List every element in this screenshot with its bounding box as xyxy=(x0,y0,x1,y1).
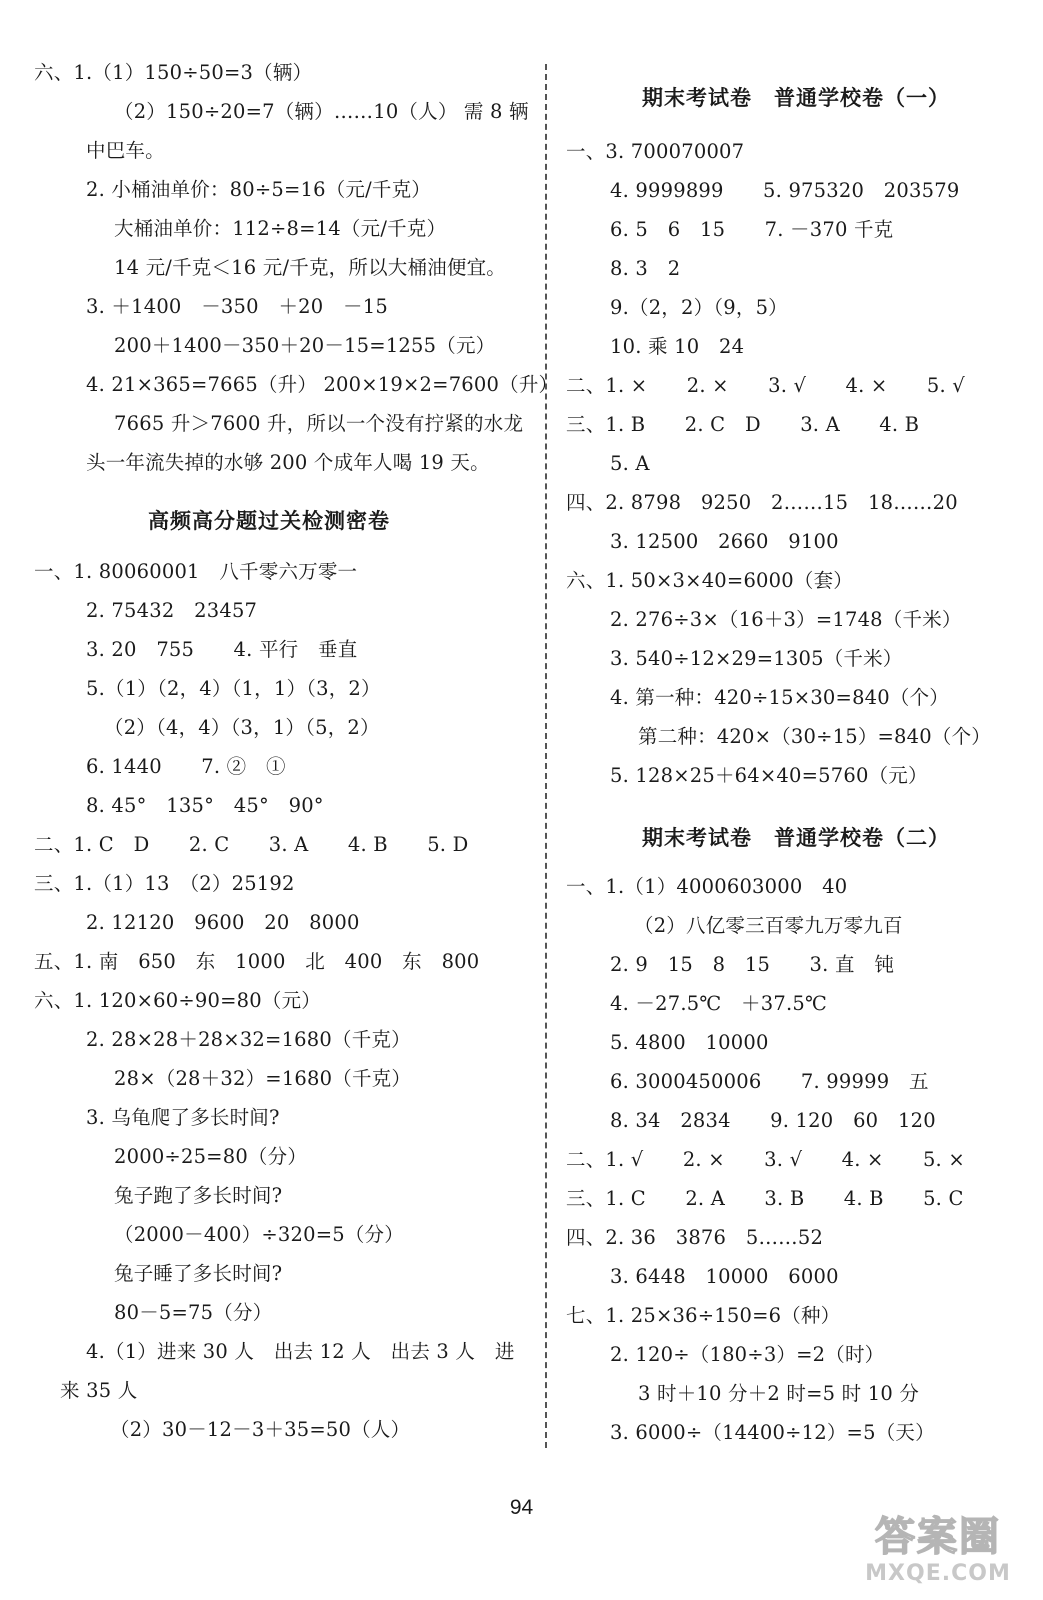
answer-line: 中巴车。 xyxy=(86,139,165,162)
answer-line: 6. 5 6 15 7. －370 千克 xyxy=(610,218,894,241)
answer-line: 第二种：420×（30÷15）=840（个） xyxy=(638,725,991,748)
answer-line: 2. 小桶油单价：80÷5=16（元/千克） xyxy=(86,178,431,201)
answer-line: 头一年流失掉的水够 200 个成年人喝 19 天。 xyxy=(86,451,490,474)
answer-line: 3. 乌龟爬了多长时间? xyxy=(86,1106,280,1129)
answer-line: 一、1. 80060001 八千零六万零一 xyxy=(34,560,358,583)
answer-line: （2000－400）÷320=5（分） xyxy=(114,1223,404,1246)
answer-line: 六、1. 120×60÷90=80（元） xyxy=(34,989,321,1012)
answer-line: （2）八亿零三百零九万零九百 xyxy=(634,914,903,937)
answer-line: 5.（1）（2，4）（1，1）（3，2） xyxy=(86,677,381,700)
answer-line: 5. 4800 10000 xyxy=(610,1031,769,1054)
answer-line: 2. 28×28＋28×32=1680（千克） xyxy=(86,1028,411,1051)
answer-line: 6. 1440 7. ② ① xyxy=(86,755,286,778)
answer-line: 四、2. 36 3876 5……52 xyxy=(566,1226,824,1249)
section-title: 高频高分题过关检测密卷 xyxy=(148,509,390,533)
answer-line: 3. ＋1400 －350 ＋20 －15 xyxy=(86,295,388,318)
answer-line: 七、1. 25×36÷150=6（种） xyxy=(566,1304,841,1327)
answer-line: 80－5=75（分） xyxy=(114,1301,273,1324)
answer-line: 3 时＋10 分＋2 时=5 时 10 分 xyxy=(638,1382,920,1405)
answer-line: 2. 276÷3×（16＋3）=1748（千米） xyxy=(610,608,962,631)
answer-line: 兔子跑了多长时间? xyxy=(114,1184,283,1207)
answer-line: 4. 9999899 5. 975320 203579 xyxy=(610,179,960,202)
answer-line: 14 元/千克＜16 元/千克，所以大桶油便宜。 xyxy=(114,256,506,279)
answer-line: 六、1.（1）150÷50=3（辆） xyxy=(34,61,313,84)
answer-line: 8. 34 2834 9. 120 60 120 xyxy=(610,1109,936,1132)
section-title: 期末考试卷 普通学校卷（一） xyxy=(642,86,950,110)
watermark-text: 答案圈 xyxy=(875,1514,1001,1560)
watermark-logo xyxy=(848,1505,1028,1595)
answer-line: 8. 45° 135° 45° 90° xyxy=(86,794,324,817)
answer-line: 28×（28＋32）=1680（千克） xyxy=(114,1067,412,1090)
answer-line: 3. 20 755 4. 平行 垂直 xyxy=(86,638,358,661)
answer-line: 200＋1400－350＋20－15=1255（元） xyxy=(114,334,496,357)
answer-line: 3. 12500 2660 9100 xyxy=(610,530,839,553)
answer-line: 3. 6448 10000 6000 xyxy=(610,1265,839,1288)
answer-line: 三、1.（1）13 （2）25192 xyxy=(34,872,295,895)
answer-line: 二、1. C D 2. C 3. A 4. B 5. D xyxy=(34,833,469,856)
answer-line: 3. 6000÷（14400÷12）=5（天） xyxy=(610,1421,935,1444)
answer-line: 三、1. B 2. C D 3. A 4. B xyxy=(566,413,920,436)
answer-line: 四、2. 8798 9250 2……15 18……20 xyxy=(566,491,958,514)
watermark-url: MXQE.COM xyxy=(865,1561,1011,1586)
answer-line: 3. 540÷12×29=1305（千米） xyxy=(610,647,903,670)
answer-line: 来 35 人 xyxy=(60,1379,138,1402)
answer-line: （2）（4，4）（3，1）（5，2） xyxy=(104,716,380,739)
column-divider xyxy=(545,64,547,1448)
answer-line: 三、1. C 2. A 3. B 4. B 5. C xyxy=(566,1187,964,1210)
answer-line: 六、1. 50×3×40=6000（套） xyxy=(566,569,853,592)
answer-line: 9.（2，2）（9，5） xyxy=(610,296,788,319)
answer-line: 4. －27.5℃ ＋37.5℃ xyxy=(610,992,827,1015)
answer-line: 4. 第一种：420÷15×30=840（个） xyxy=(610,686,949,709)
answer-line: 一、1.（1）4000603000 40 xyxy=(566,875,848,898)
answer-line: 8. 3 2 xyxy=(610,257,681,280)
answer-line: 10. 乘 10 24 xyxy=(610,335,745,358)
answer-line: 2. 75432 23457 xyxy=(86,599,258,622)
answer-line: 五、1. 南 650 东 1000 北 400 东 800 xyxy=(34,950,480,973)
answer-line: 二、1. × 2. × 3. √ 4. × 5. √ xyxy=(566,374,965,397)
page-number: 94 xyxy=(509,1496,534,1519)
answer-line: 5. A xyxy=(610,452,650,475)
answer-line: 6. 3000450006 7. 99999 五 xyxy=(610,1070,929,1093)
answer-line: 2000÷25=80（分） xyxy=(114,1145,308,1168)
answer-line: （2）30－12－3＋35=50（人） xyxy=(110,1418,411,1441)
section-title: 期末考试卷 普通学校卷（二） xyxy=(642,826,950,850)
answer-line: 2. 12120 9600 20 8000 xyxy=(86,911,360,934)
answer-line: 二、1. √ 2. × 3. √ 4. × 5. × xyxy=(566,1148,965,1171)
answer-line: 4. 21×365=7665（升） 200×19×2=7600（升） xyxy=(86,373,559,396)
answer-line: 2. 120÷（180÷3）=2（时） xyxy=(610,1343,885,1366)
answer-line: 兔子睡了多长时间? xyxy=(114,1262,283,1285)
answer-line: 5. 128×25＋64×40=5760（元） xyxy=(610,764,928,787)
answer-line: 7665 升＞7600 升，所以一个没有拧紧的水龙 xyxy=(114,412,524,435)
answer-line: 4.（1）进来 30 人 出去 12 人 出去 3 人 进 xyxy=(86,1340,515,1363)
answer-line: 大桶油单价：112÷8=14（元/千克） xyxy=(114,217,447,240)
answer-line: 一、3. 700070007 xyxy=(566,140,745,163)
answer-line: 2. 9 15 8 15 3. 直 钝 xyxy=(610,953,895,976)
answer-line: （2）150÷20=7（辆）……10（人） 需 8 辆 xyxy=(114,100,529,123)
